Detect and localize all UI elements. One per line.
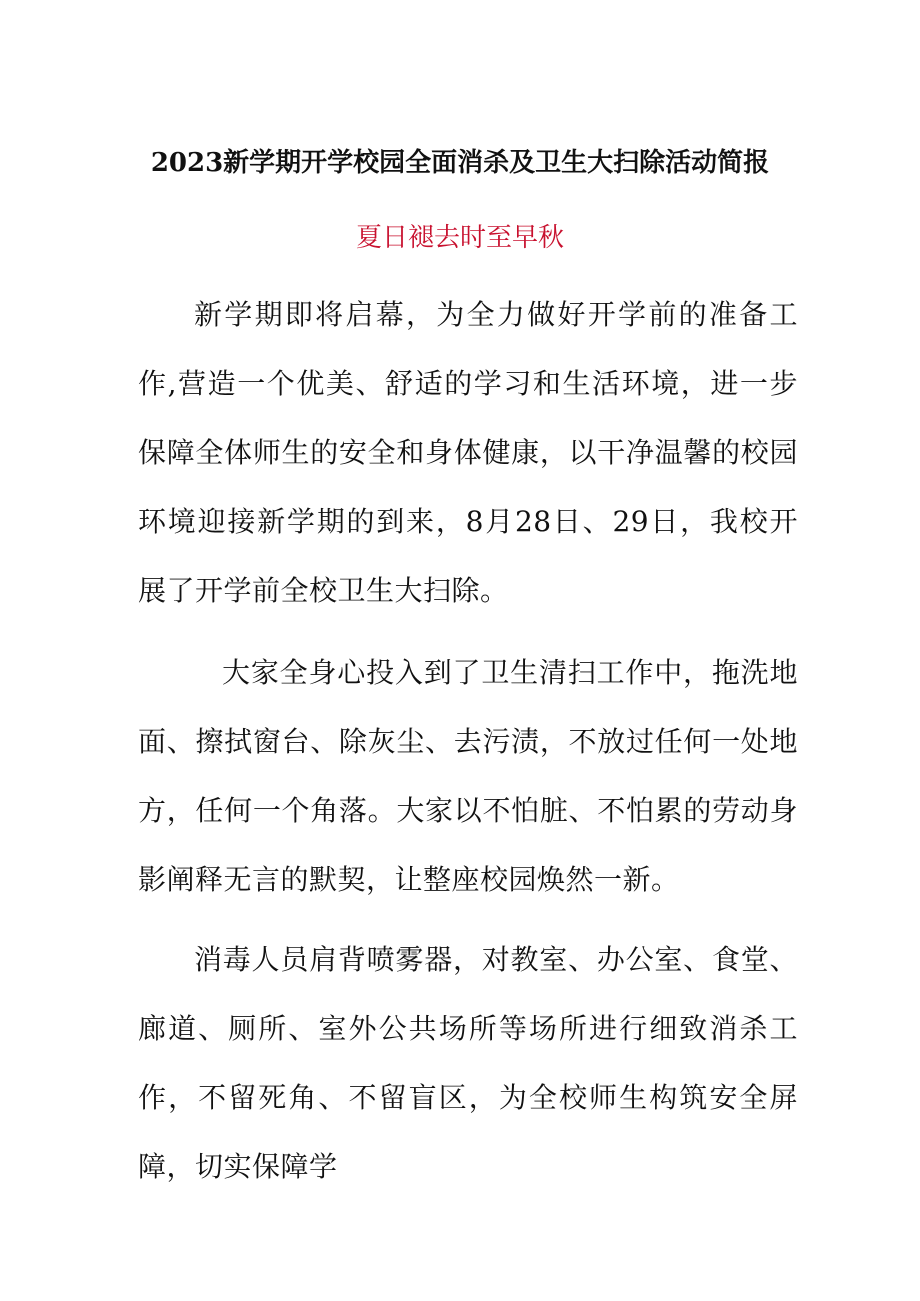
paragraph-1: 新学期即将启幕，为全力做好开学前的准备工作,营造一个优美、舒适的学习和生活环境，进一步保障全体师生的安全和身体健康，以干净温馨的校园环境迎接新学期的到来，8月28日、29日，我校开展了开学前全校卫生大扫除。 <box>138 298 798 607</box>
document-subtitle: 夏日褪去时至早秋 <box>355 223 564 253</box>
document-title: 2023新学期开学校园全面消杀及卫生大扫除活动简报 <box>150 148 770 178</box>
paragraph-2: 大家全身心投入到了卫生清扫工作中，拖洗地面、擦拭窗台、除灰尘、去污渍，不放过任何一处地方，任何一个角落。大家以不怕脏、不怕累的劳动身影阐释无言的默契，让整座校园焕然一新。 <box>138 656 798 896</box>
paragraph-3: 消毒人员肩背喷雾器，对教室、办公室、食堂、廊道、厕所、室外公共场所等场所进行细致消杀工作，不留死角、不留盲区，为全校师生构筑安全屏障，切实保障学 <box>138 943 798 1183</box>
